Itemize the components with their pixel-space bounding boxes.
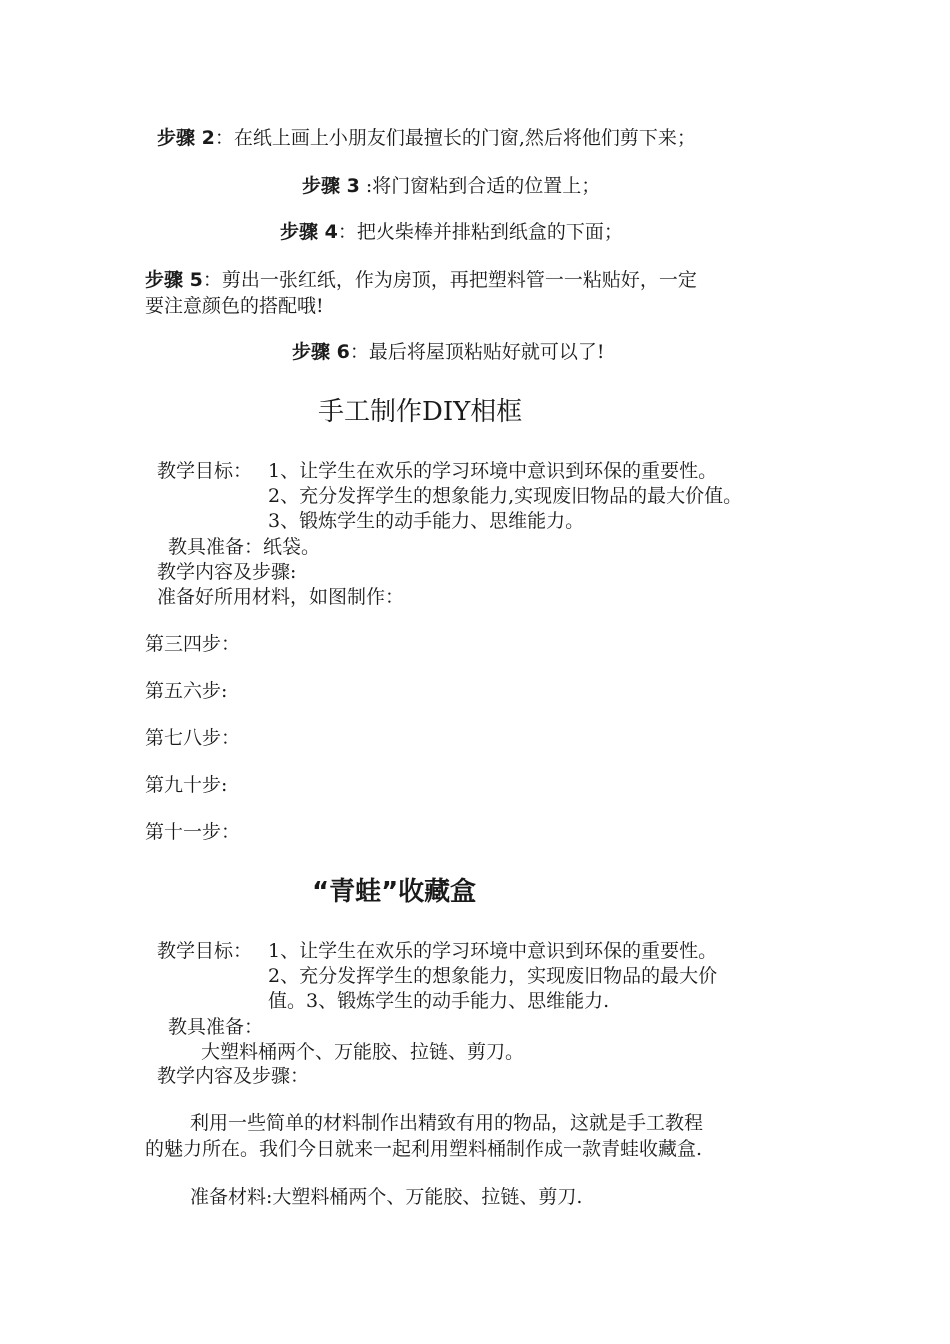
section1-substep: 第七八步：: [145, 727, 241, 749]
section2-goal-3: 值。3、锻炼学生的动手能力、思维能力.: [268, 990, 610, 1012]
step-label: 步骤 2: [157, 127, 215, 149]
section1-goals-label: 教学目标：: [157, 460, 253, 482]
step-3-line: [302, 174, 600, 198]
section1-substep: 第十一步：: [145, 821, 241, 843]
section2-tools: 大塑料桶两个、万能胶、拉链、剪刀。: [201, 1041, 525, 1063]
step-separator: ：: [337, 221, 357, 243]
step-label: 步骤 6: [292, 341, 350, 363]
section2-goal-1: 1、让学生在欢乐的学习环境中意识到环保的重要性。: [268, 940, 718, 962]
step-label: 步骤 4: [280, 221, 338, 243]
section1-substep: 第五六步:: [145, 680, 228, 702]
section1-prep: 准备好所用材料，如图制作：: [157, 586, 405, 608]
section1-substep: 第九十步:: [145, 774, 228, 796]
step-separator: :: [359, 175, 373, 197]
step-label: 步骤 3: [302, 175, 360, 197]
section2-goals-label: 教学目标：: [157, 940, 253, 962]
section2-title: “青蛙”收藏盒: [312, 877, 477, 907]
section2-content: 教学内容及步骤：: [157, 1065, 310, 1087]
section1-substep: 第三四步：: [145, 633, 241, 655]
section1-goal-1: 1、让学生在欢乐的学习环境中意识到环保的重要性。: [268, 460, 718, 482]
section1-tools: 教具准备：纸袋。: [168, 536, 321, 558]
step-text: 最后将屋顶粘贴好就可以了!: [368, 341, 605, 363]
section1-goal-2: 2、充分发挥学生的想象能力,实现废旧物品的最大价值。: [268, 485, 743, 507]
section2-paragraph-line-2: 的魅力所在。我们今日就来一起利用塑料桶制作成一款青蛙收藏盒.: [145, 1138, 703, 1160]
step-text: 将门窗粘到合适的位置上；: [372, 175, 601, 197]
section2-paragraph-line-1: 利用一些简单的材料制作出精致有用的物品，这就是手工教程: [190, 1112, 704, 1134]
step-text: 剪出一张红纸，作为房顶，再把塑料管一一粘贴好，一定: [221, 269, 697, 291]
step-separator: ：: [214, 127, 234, 149]
step-text: 在纸上画上小朋友们最擅长的门窗,然后将他们剪下来；: [233, 127, 696, 149]
section2-materials: 准备材料:大塑料桶两个、万能胶、拉链、剪刀.: [190, 1186, 583, 1208]
section1-goal-3: 3、锻炼学生的动手能力、思维能力。: [268, 510, 585, 532]
step-2-line: [157, 126, 696, 150]
step-label: 步骤 5: [145, 269, 203, 291]
step-separator: ：: [202, 269, 222, 291]
section1-title: 手工制作DIY相框: [318, 397, 523, 427]
step-5-line: [145, 268, 697, 292]
step-text: 把火柴棒并排粘到纸盒的下面；: [356, 221, 623, 243]
step-6-line: [292, 340, 605, 364]
section1-content: 教学内容及步骤:: [157, 561, 297, 583]
section2-tools-label: 教具准备：: [168, 1016, 264, 1038]
step-4-line: [280, 220, 623, 244]
section2-goal-2: 2、充分发挥学生的想象能力，实现废旧物品的最大价: [268, 965, 718, 987]
step-5-continuation: 要注意颜色的搭配哦!: [145, 295, 324, 317]
step-separator: ：: [349, 341, 369, 363]
